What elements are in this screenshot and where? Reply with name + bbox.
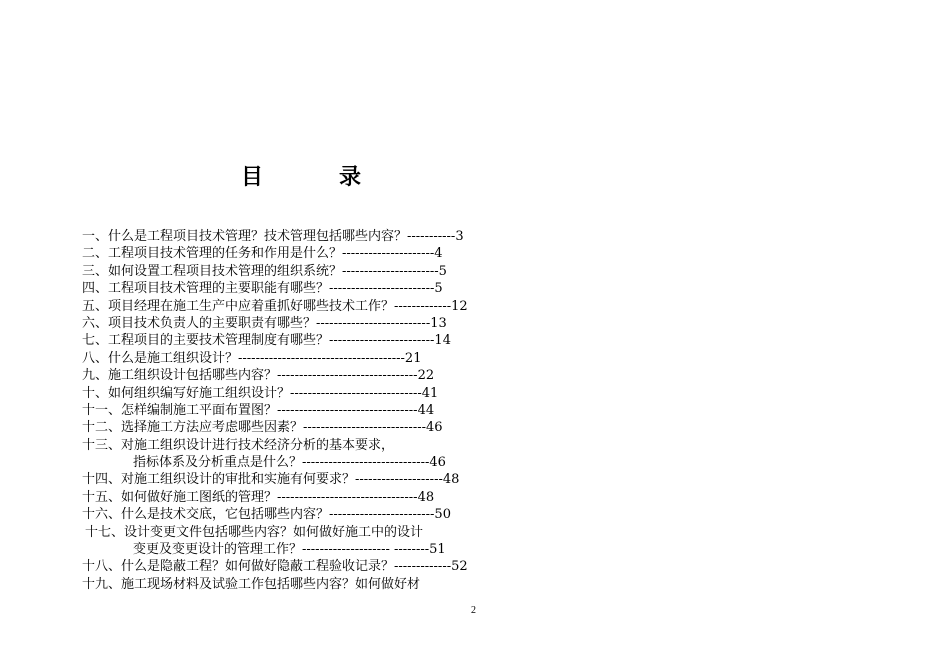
toc-entry-text: 十四、对施工组织设计的审批和实施有何要求？--------------------48 <box>82 472 460 488</box>
toc-entry-text: 四、工程项目技术管理的主要职能有哪些？------------------------5 <box>82 281 443 297</box>
toc-entry-text: 十六、什么是技术交底，它包括哪些内容？------------------------50 <box>82 507 451 523</box>
toc-entry <box>82 558 622 575</box>
toc-entry <box>82 402 622 419</box>
toc-entry-text: 七、工程项目的主要技术管理制度有哪些？------------------------14 <box>82 333 451 349</box>
toc-entry <box>82 576 622 593</box>
toc-entry-text: 二、工程项目技术管理的任务和作用是什么？---------------------4 <box>82 246 443 262</box>
toc-entry <box>82 419 622 436</box>
toc-entry-text: 十三、对施工组织设计进行技术经济分析的基本要求， <box>82 437 395 453</box>
toc-title-char-1: 目 <box>241 164 264 190</box>
toc-entry <box>82 524 622 541</box>
toc-entry-text: 十七、设计变更文件包括哪些内容？如何做好施工中的设计 <box>85 524 424 540</box>
toc-entry-text: 九、施工组织设计包括哪些内容？--------------------------------22 <box>82 368 435 384</box>
toc-entry-text: 变更及变更设计的管理工作？-------------------- --------51 <box>133 542 446 558</box>
toc-entry-text: 十九、施工现场材料及试验工作包括哪些内容？如何做好材 <box>82 576 421 592</box>
toc-entry <box>82 489 622 506</box>
toc-entry <box>82 506 622 523</box>
toc-title-char-2: 录 <box>339 164 362 190</box>
toc-entry-text: 十五、如何做好施工图纸的管理？--------------------------------48 <box>82 489 435 505</box>
toc-entry-text: 八、什么是施工组织设计？--------------------------------------21 <box>82 350 422 366</box>
toc-entry <box>82 541 622 558</box>
toc-entry <box>82 367 622 384</box>
toc-entry <box>82 471 622 488</box>
toc-entry <box>82 385 622 402</box>
toc-entry <box>82 245 622 262</box>
toc-entry-text: 五、项目经理在施工生产中应着重抓好哪些技术工作？-------------12 <box>82 298 468 314</box>
toc-entry <box>82 350 622 367</box>
toc-entry-text: 十二、选择施工方法应考虑哪些因素？----------------------------46 <box>82 420 443 436</box>
toc-entry <box>82 280 622 297</box>
page-number: 2 <box>471 605 476 616</box>
toc-entry <box>82 437 622 454</box>
toc-entry-text: 指标体系及分析重点是什么？-----------------------------46 <box>133 455 446 471</box>
toc-title <box>241 160 361 191</box>
toc-entry-text: 十一、怎样编制施工平面布置图？--------------------------------44 <box>82 402 435 418</box>
toc-entry <box>82 263 622 280</box>
toc-entry-text: 一、什么是工程项目技术管理？技术管理包括哪些内容？-----------3 <box>82 229 464 244</box>
toc-entry <box>82 454 622 471</box>
toc-entry <box>82 315 622 332</box>
toc-entry-text: 十、如何组织编写好施工组织设计？------------------------------41 <box>82 385 439 401</box>
toc-entry <box>82 298 622 315</box>
table-of-contents <box>82 228 622 593</box>
toc-entry <box>82 228 622 245</box>
toc-entry-text: 六、项目技术负责人的主要职责有哪些？--------------------------13 <box>82 315 447 331</box>
toc-entry-text: 三、如何设置工程项目技术管理的组织系统？----------------------5 <box>82 263 447 279</box>
toc-entry-text: 十八、什么是隐蔽工程？如何做好隐蔽工程验收记录？-------------52 <box>82 559 468 575</box>
toc-entry <box>82 332 622 349</box>
